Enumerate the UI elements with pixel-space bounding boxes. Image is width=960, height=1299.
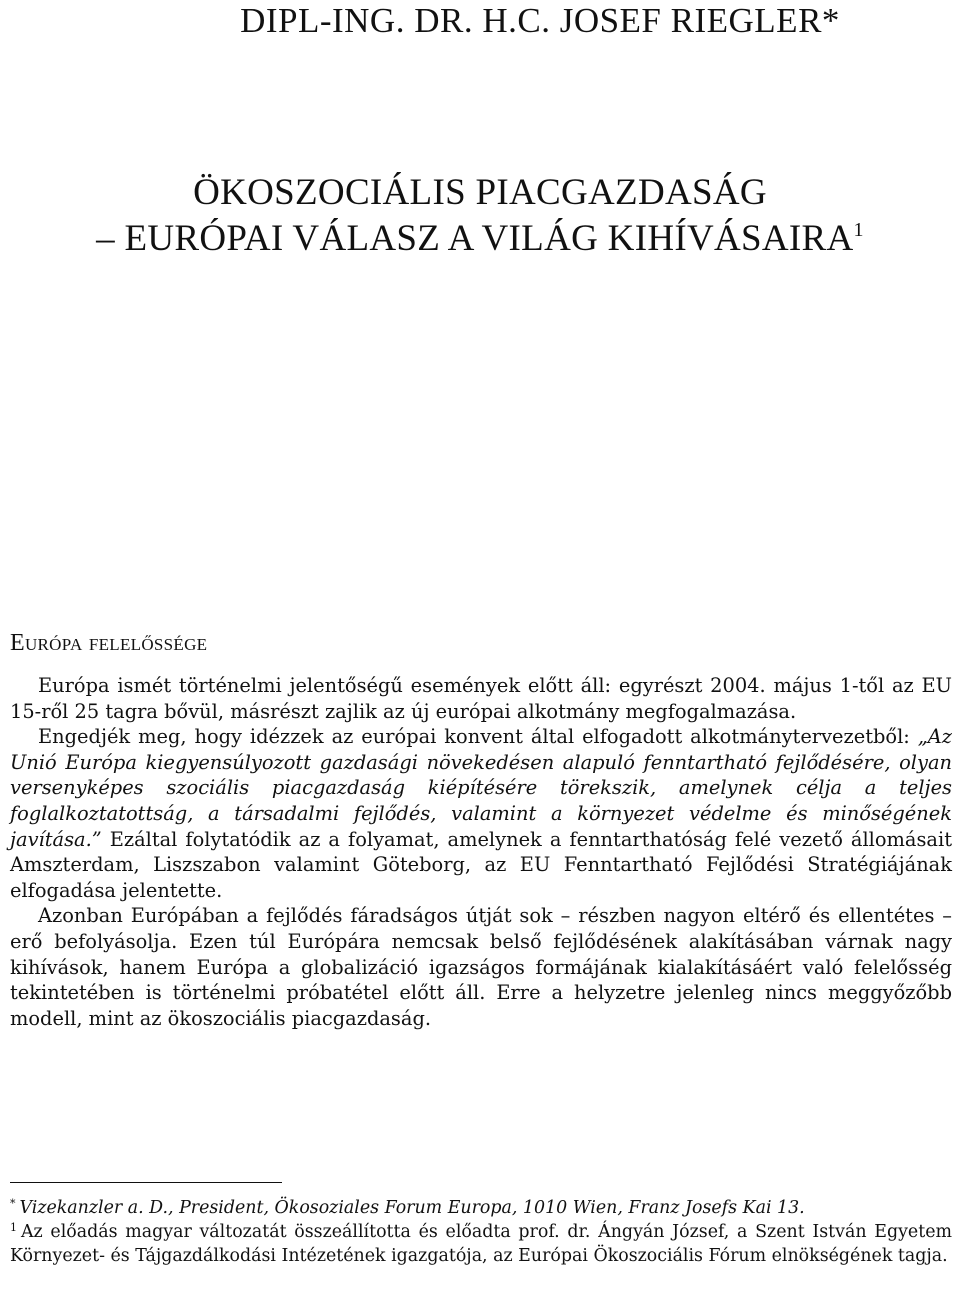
footnote-1-mark: 1 (10, 1221, 17, 1234)
paragraph-2-intro: Engedjék meg, hogy idézzek az európai konvent által elfogadott alkotmánytervezetből: (38, 725, 918, 749)
footnote-star (10, 1196, 952, 1220)
title-line-1: ÖKOSZOCIÁLIS PIACGAZDASÁG (193, 172, 767, 213)
body-text (10, 673, 952, 1031)
footnote-1-text: Az előadás magyar változatát összeállította és előadta prof. dr. Ángyán József, a Szent István Egyetem Környezet- és Tájgazdálkodási Intézetének igazgatója, az Európai Ökoszociális Fórum elnökségének tagja. (10, 1222, 952, 1266)
footnote-divider (10, 1182, 282, 1183)
paragraph-3: Azonban Európában a fejlődés fáradságos útját sok – részben nagyon eltérő és ellentétes – erő befolyásolja. Ezen túl Európára nemcsak belső fejlődésének alakításában várnak nagy kihívások, hanem Európa a globalizáció igazságos formájának kialakításáért való felelősség tekintetében is történelmi próbatétel előtt áll. Erre a helyzetre jelenleg nincs meggyőzőbb modell, mint az ökoszociális piacgazdaság. (10, 904, 952, 1030)
title-line-2-text: – EURÓPAI VÁLASZ A VILÁG KIHÍVÁSAIRA (96, 218, 854, 259)
footnotes (10, 1196, 952, 1268)
footnote-1 (10, 1220, 952, 1268)
paragraph-2-rest: Ezáltal folytatódik az a folyamat, amelynek a fenntarthatóság felé vezető állomásait Amszterdam, Liszszabon valamint Göteborg, az EU Fenntartható Fejlődési Stratégiájának elfogadása jelentette. (10, 827, 952, 902)
footnote-star-mark: * (10, 1197, 16, 1210)
title-line-2 (0, 216, 960, 262)
title-footnote-mark: 1 (853, 219, 864, 241)
footnote-star-text: Vizekanzler a. D., President, Ökosoziales Forum Europa, 1010 Wien, Franz Josefs Kai 13. (19, 1198, 805, 1218)
paragraph-1: Európa ismét történelmi jelentőségű események előtt áll: egyrészt 2004. május 1-től az EU 15-ről 25 tagra bővül, másrészt zajlik az új európai alkotmány megfogalmazása. (10, 674, 952, 723)
constitution-quote: „Az Unió Európa kiegyensúlyozott gazdasági növekedésen alapuló fenntartható fejlődésére, olyan versenyképes szociális piacgazdaság kiépítésére törekszik, amelynek célja a teljes foglalkoztatottság, a társadalmi fejlődés, valamint a környezet védelme és minőségének javítása.” (10, 725, 952, 851)
paragraph-2 (10, 724, 952, 903)
section-heading: Európa felelőssége (10, 630, 208, 656)
author-name: DIPL-ING. DR. H.C. JOSEF RIEGLER* (240, 1, 840, 40)
article-title (0, 170, 960, 262)
